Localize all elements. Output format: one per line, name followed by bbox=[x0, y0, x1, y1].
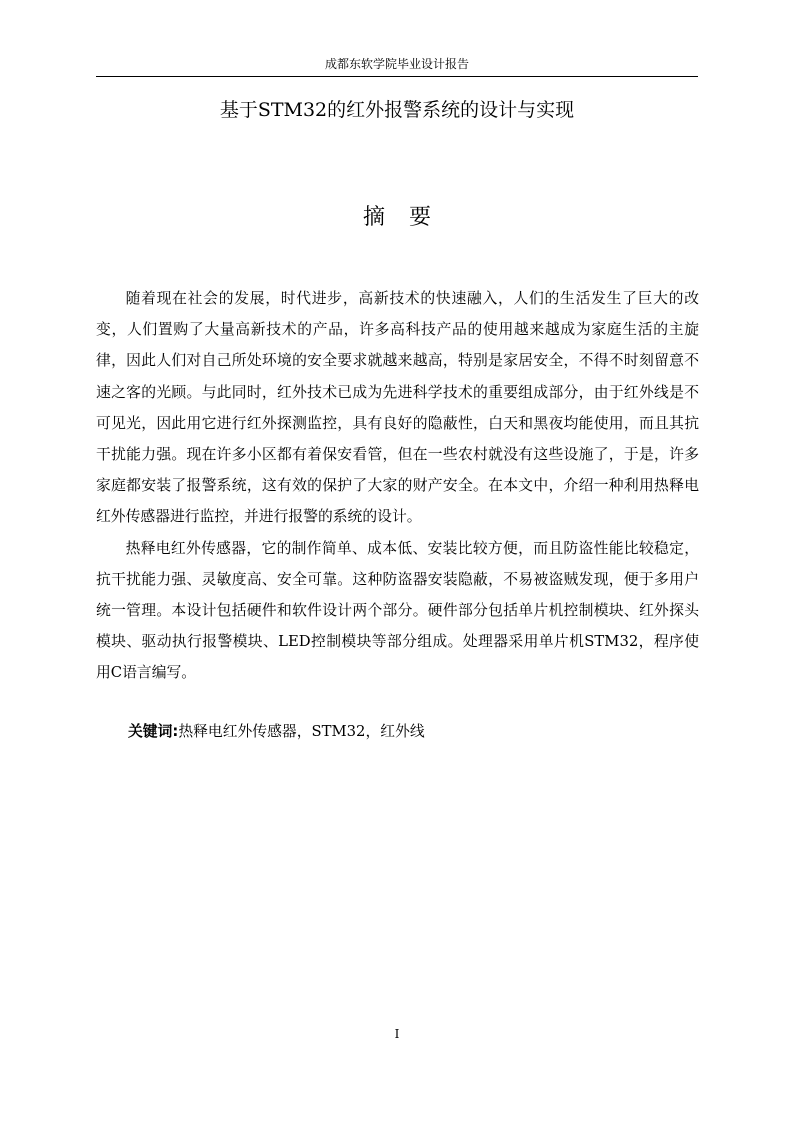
keywords-label: 关键词: bbox=[128, 723, 179, 740]
keywords-text: 热释电红外传感器，STM32，红外线 bbox=[178, 723, 425, 740]
running-header bbox=[96, 56, 698, 77]
abstract-body bbox=[96, 283, 699, 689]
keywords-line bbox=[128, 718, 698, 746]
page-number: I bbox=[394, 1027, 400, 1041]
paper-title: 基于STM32的红外报警系统的设计与实现 bbox=[219, 99, 575, 121]
abstract-paragraph-2: 热释电红外传感器，它的制作简单、成本低、安装比较方便，而且防盗性能比较稳定，抗干扰能力强、灵敏度高、安全可靠。这种防盗器安装隐蔽，不易被盗贼发现，便于多用户统一管理。本设计包括硬件和软件设计两个部分。硬件部分包括单片机控制模块、红外探头模块、驱动执行报警模块、LED控制模块等部分组成。处理器采用单片机STM32，程序使用C语言编写。 bbox=[96, 539, 699, 682]
header-text: 成都东软学院毕业设计报告 bbox=[324, 57, 469, 71]
abstract-paragraph-1: 随着现在社会的发展，时代进步，高新技术的快速融入，人们的生活发生了巨大的改变，人们置购了大量高新技术的产品，许多高科技产品的使用越来越成为家庭生活的主旋律，因此人们对自己所处环境的安全要求就越来越高，特别是家居安全，不得不时刻留意不速之客的光顾。与此同时，红外技术已成为先进科学技术的重要组成部分，由于红外线是不可见光，因此用它进行红外探测监控，具有良好的隐蔽性，白天和黑夜均能使用，而且其抗干扰能力强。现在许多小区都有着保安看管，但在一些农村就没有这些设施了，于是，许多家庭都安装了报警系统，这有效的保护了大家的财产安全。在本文中，介绍一种利用热释电红外传感器进行监控，并进行报警的系统的设计。 bbox=[96, 290, 699, 526]
abstract-heading: 摘要 bbox=[362, 205, 455, 230]
